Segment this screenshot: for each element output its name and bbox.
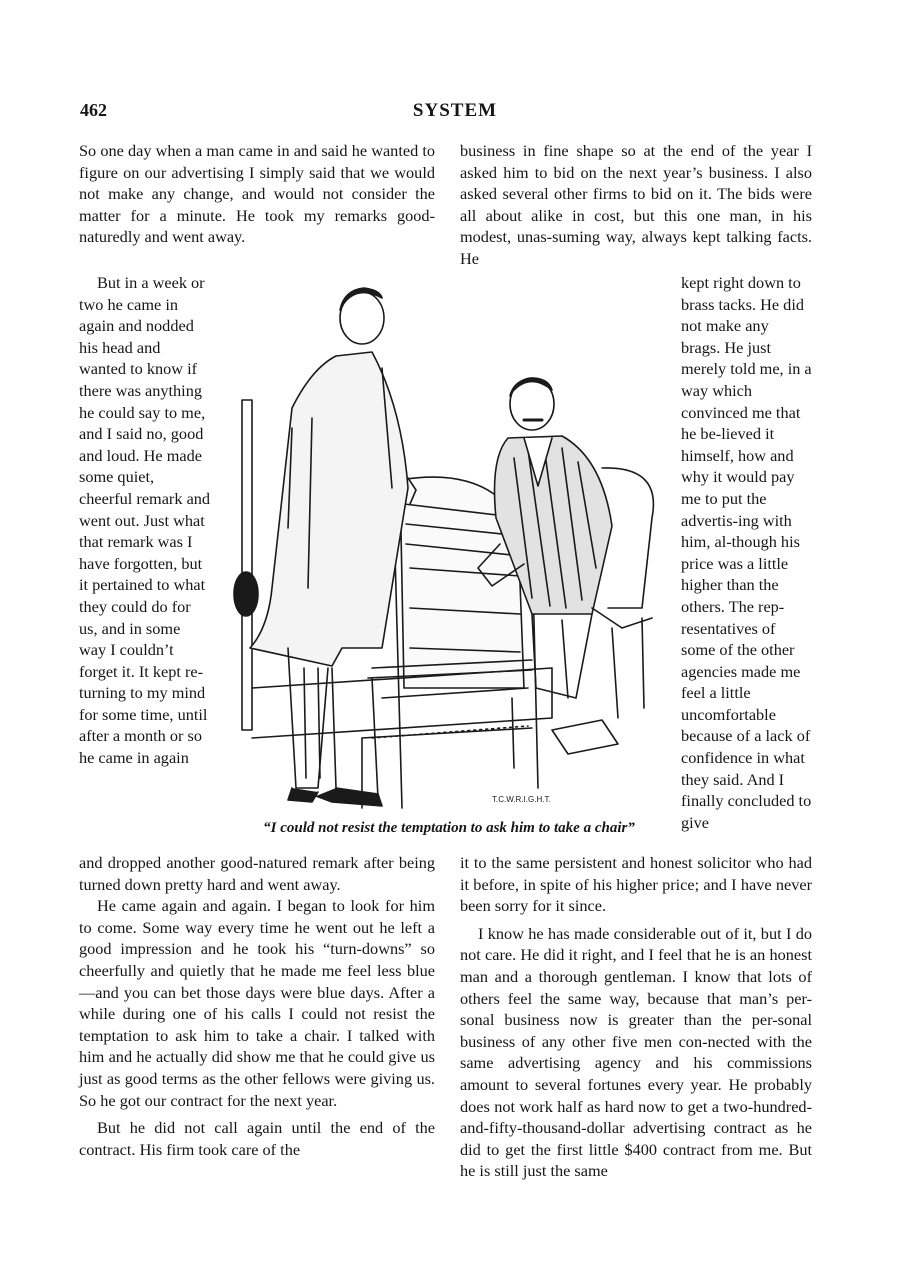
artist-signature: T.C.W.R.I.G.H.T.: [492, 795, 551, 804]
paragraph: it to the same persistent and honest solicitor who had it before, in spite of his higher price; and I have never been sorry for it since.: [460, 853, 812, 916]
left-column-top: [79, 140, 435, 248]
left-column-wrap: [79, 272, 211, 769]
paragraph: He came again and again. I began to look for him to come. Some way every time he went out he left a good impression and he took his “turn-downs” so cheerfully and quietly that he made me feel less blue—and you can bet those days were blue days. After a while during one of his calls I could not resist the temptation to ask him to take a chair. I talked with him and he actually did show me that he could give us just as good terms as the other fellows were giving us. So he got our contract for the next year.: [79, 896, 435, 1110]
papers: [552, 720, 618, 754]
running-head: SYSTEM: [412, 100, 498, 121]
paragraph: But in a week or two he came in again and nodded his head and wanted to know if there was anything he could say to me, and I said no, good and loud. He made some quiet, cheerful remark and went out. Just what that remark was I have forgotten, but it pertained to what they could do for us, and in some way I couldn’t forget it. It kept re-turning to my mind for some time, until after a month or so he came in again: [79, 273, 211, 768]
illustration: [232, 268, 676, 816]
paragraph: business in fine shape so at the end of the year I asked him to bid on the next year’s business. I also asked several other firms to bid on it. The bids were all about alike in cost, but this one man, in his modest, unas-suming way, always kept talking facts. He: [460, 141, 812, 268]
paragraph: kept right down to brass tacks. He did not make any brags. He just merely told me, in a way which convinced me that he be-lieved it himself, how and why it would pay me to put the advertis-ing with him, al-though his price was a little higher than the others. The rep-resentatives of some of the other agencies made me feel a little uncomfortable because of a lack of confidence in what they said. And I finally concluded to give: [681, 273, 812, 832]
left-column-bottom: [79, 852, 435, 1160]
paragraph: So one day when a man came in and said he wanted to figure on our advertising I simply said that we would not make any change, and would not consider the matter for a minute. He took my remarks good-naturedly and went away.: [79, 141, 435, 247]
illustration-caption: “I could not resist the temptation to ask him to take a chair”: [263, 820, 635, 836]
paragraph: I know he has made considerable out of it, but I do not care. He did it right, and I feel that he is an honest man and a thorough gentleman. I know that lots of others feel the same way, because that man’s per-sonal business now is greater than the per-sonal business of any other five men con-nected with the same advertising agency and his commissions amount to several fortunes every year. He probably does not work half as hard now to get a two-hundred-and-fifty-thousand-dollar advertising contract as he did to get the first little $400 contract from me. But he is still just the same: [460, 923, 812, 1181]
right-column-wrap: [681, 272, 812, 833]
right-column-bottom: [460, 852, 812, 1182]
paragraph: But he did not call again until the end of the contract. His firm took care of the: [79, 1118, 435, 1159]
page-number: 462: [80, 100, 107, 120]
paragraph: and dropped another good-natured remark after being turned down pretty hard and went away.: [79, 853, 435, 894]
right-column-top: [460, 140, 812, 270]
